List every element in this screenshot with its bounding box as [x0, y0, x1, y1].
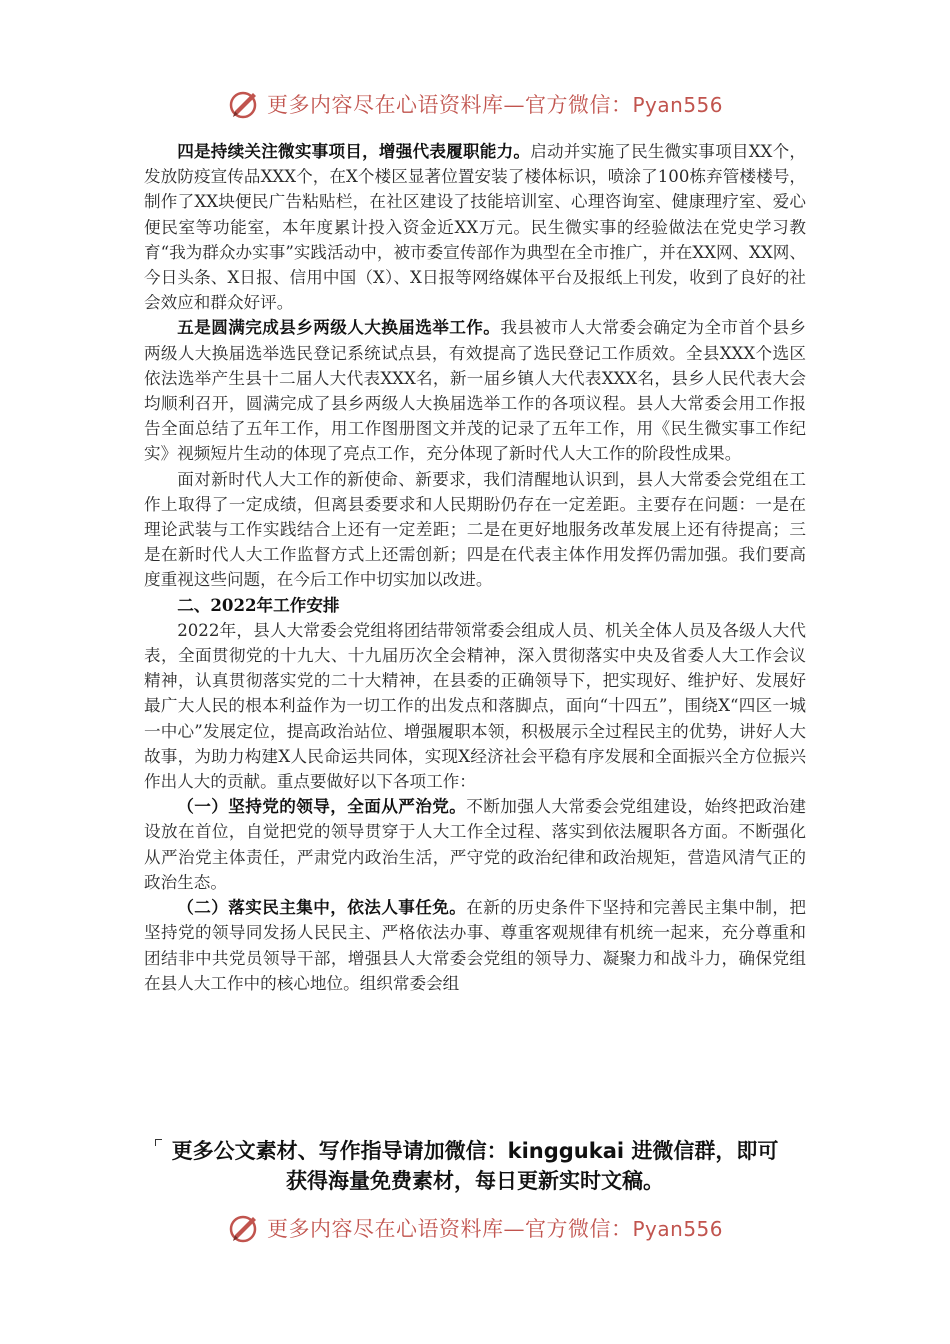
paragraph-heading: （一）坚持党的领导，全面从严治党。: [177, 796, 467, 817]
footer-banner: [0, 1208, 950, 1248]
banner-text: [267, 89, 723, 119]
paragraph-text: 在新的历史条件下坚持和完善民主集中制，把坚持党的领导同发扬人民民主、严格依法办事、尊重客观规律有机统一起来，充分尊重和团结非中共党员领导干部，增强县人大常委会党组的领导力、凝聚力和战斗力，确保党组在县人大工作中的核心地位。组织常委会组: [144, 898, 807, 993]
section-heading: 二、2022年工作安排: [177, 594, 340, 615]
pen-circle-logo-icon: [227, 1211, 261, 1245]
paragraph-text: 不断加强人大常委会党组建设，始终把政治建设放在首位，自觉把党的领导贯穿于人大工作全过程、落实到依法履职各方面。不断强化从严治党主体责任，严肃党内政治生活，严守党的政治纪律和政治规矩，营造风清气正的政治生态。: [144, 797, 807, 892]
banner-wechat-id: Pyan556: [632, 1217, 723, 1241]
header-banner: [0, 84, 950, 124]
footer-note-line-2: 获得海量免费素材，每日更新实时文稿。: [286, 1169, 664, 1193]
footer-note: [0, 1136, 950, 1196]
section-heading-2022: [144, 593, 806, 618]
banner-wechat-id: Pyan556: [632, 93, 723, 117]
paragraph-heading: 四是持续关注微实事项目，增强代表履职能力。: [177, 141, 531, 161]
banner-label: 更多内容尽在心语资料库—官方微信：: [266, 1217, 633, 1241]
paragraph-heading: 五是圆满完成县乡两级人大换届选举工作。: [177, 317, 501, 338]
paragraph-problems: [144, 467, 806, 593]
footer-note-line-1: 更多公文素材、写作指导请加微信：kinggukai 进微信群，即可: [171, 1139, 779, 1163]
document-body: [144, 139, 806, 996]
paragraph-heading: （二）落实民主集中，依法人事任免。: [177, 897, 467, 918]
paragraph-4: [144, 139, 806, 315]
paragraph-text: 2022年，县人大常委会党组将团结带领常委会组成人员、机关全体人员及各级人大代表，全面贯彻党的十九大、十九届历次全会精神，深入贯彻落实中央及省委人大工作会议精神，认真贯彻落实党的二十大精神，在县委的正确领导下，把实现好、维护好、发展好最广大人民的根本利益作为一切工作的出发点和落脚点，面向“十四五”，围绕X“四区一城一中心”发展定位，提高政治站位、增强履职本领，积极展示全过程民主的优势，讲好人大故事，为助力构建X人民命运共同体，实现X经济社会平稳有序发展和全面振兴全方位振兴作出人大的贡献。重点要做好以下各项工作：: [144, 620, 806, 792]
banner-label: 更多内容尽在心语资料库—官方微信：: [266, 93, 633, 117]
paragraph-item-1: [144, 794, 806, 895]
paragraph-text: 面对新时代人大工作的新使命、新要求，我们清醒地认识到，县人大常委会党组在工作上取得了一定成绩，但离县委要求和人民期盼仍存在一定差距。主要存在问题：一是在理论武装与工作实践结合上还有一定差距；二是在更好地服务改革发展上还有待提高；三是在新时代人大工作监督方式上还需创新；四是在代表主体作用发挥仍需加强。我们要高度重视这些问题，在今后工作中切实加以改进。: [144, 469, 806, 590]
paragraph-text: 我县被市人大常委会确定为全市首个县乡两级人大换届选举选民登记系统试点县，有效提高了选民登记工作质效。全县XXX个选区依法选举产生县十二届人大代表XXX名，新一届乡镇人大代表XXX名，县乡人民代表大会均顺利召开，圆满完成了县乡两级人大换届选举工作的各项议程。县人大常委会用工作报告全面总结了五年工作，用工作图册图文并茂的记录了五年工作，用《民生微实事工作纪实》视频短片生动的体现了亮点工作，充分体现了新时代人大工作的阶段性成果。: [144, 318, 807, 464]
paragraph-2022-plan: [144, 618, 806, 794]
paragraph-text: 启动并实施了民生微实事项目XX个，发放防疫宣传品XXX个，在X个楼区显著位置安装了楼体标识，喷涂了100栋弃管楼楼号，制作了XX块便民广告粘贴栏，在社区建设了技能培训室、心理咨询室、健康理疗室、爱心便民室等功能室，本年度累计投入资金近XX万元。民生微实事的经验做法在党史学习教育“我为群众办实事”实践活动中，被市委宣传部作为典型在全市推广，并在XX网、XX网、今日头条、X日报、信用中国（X）、X日报等网络媒体平台及报纸上刊发，收到了良好的社会效应和群众好评。: [144, 142, 806, 313]
pen-circle-logo-icon: [227, 87, 261, 121]
paragraph-5: [144, 315, 806, 466]
banner-text: [267, 1213, 723, 1243]
paragraph-item-2: [144, 895, 806, 996]
